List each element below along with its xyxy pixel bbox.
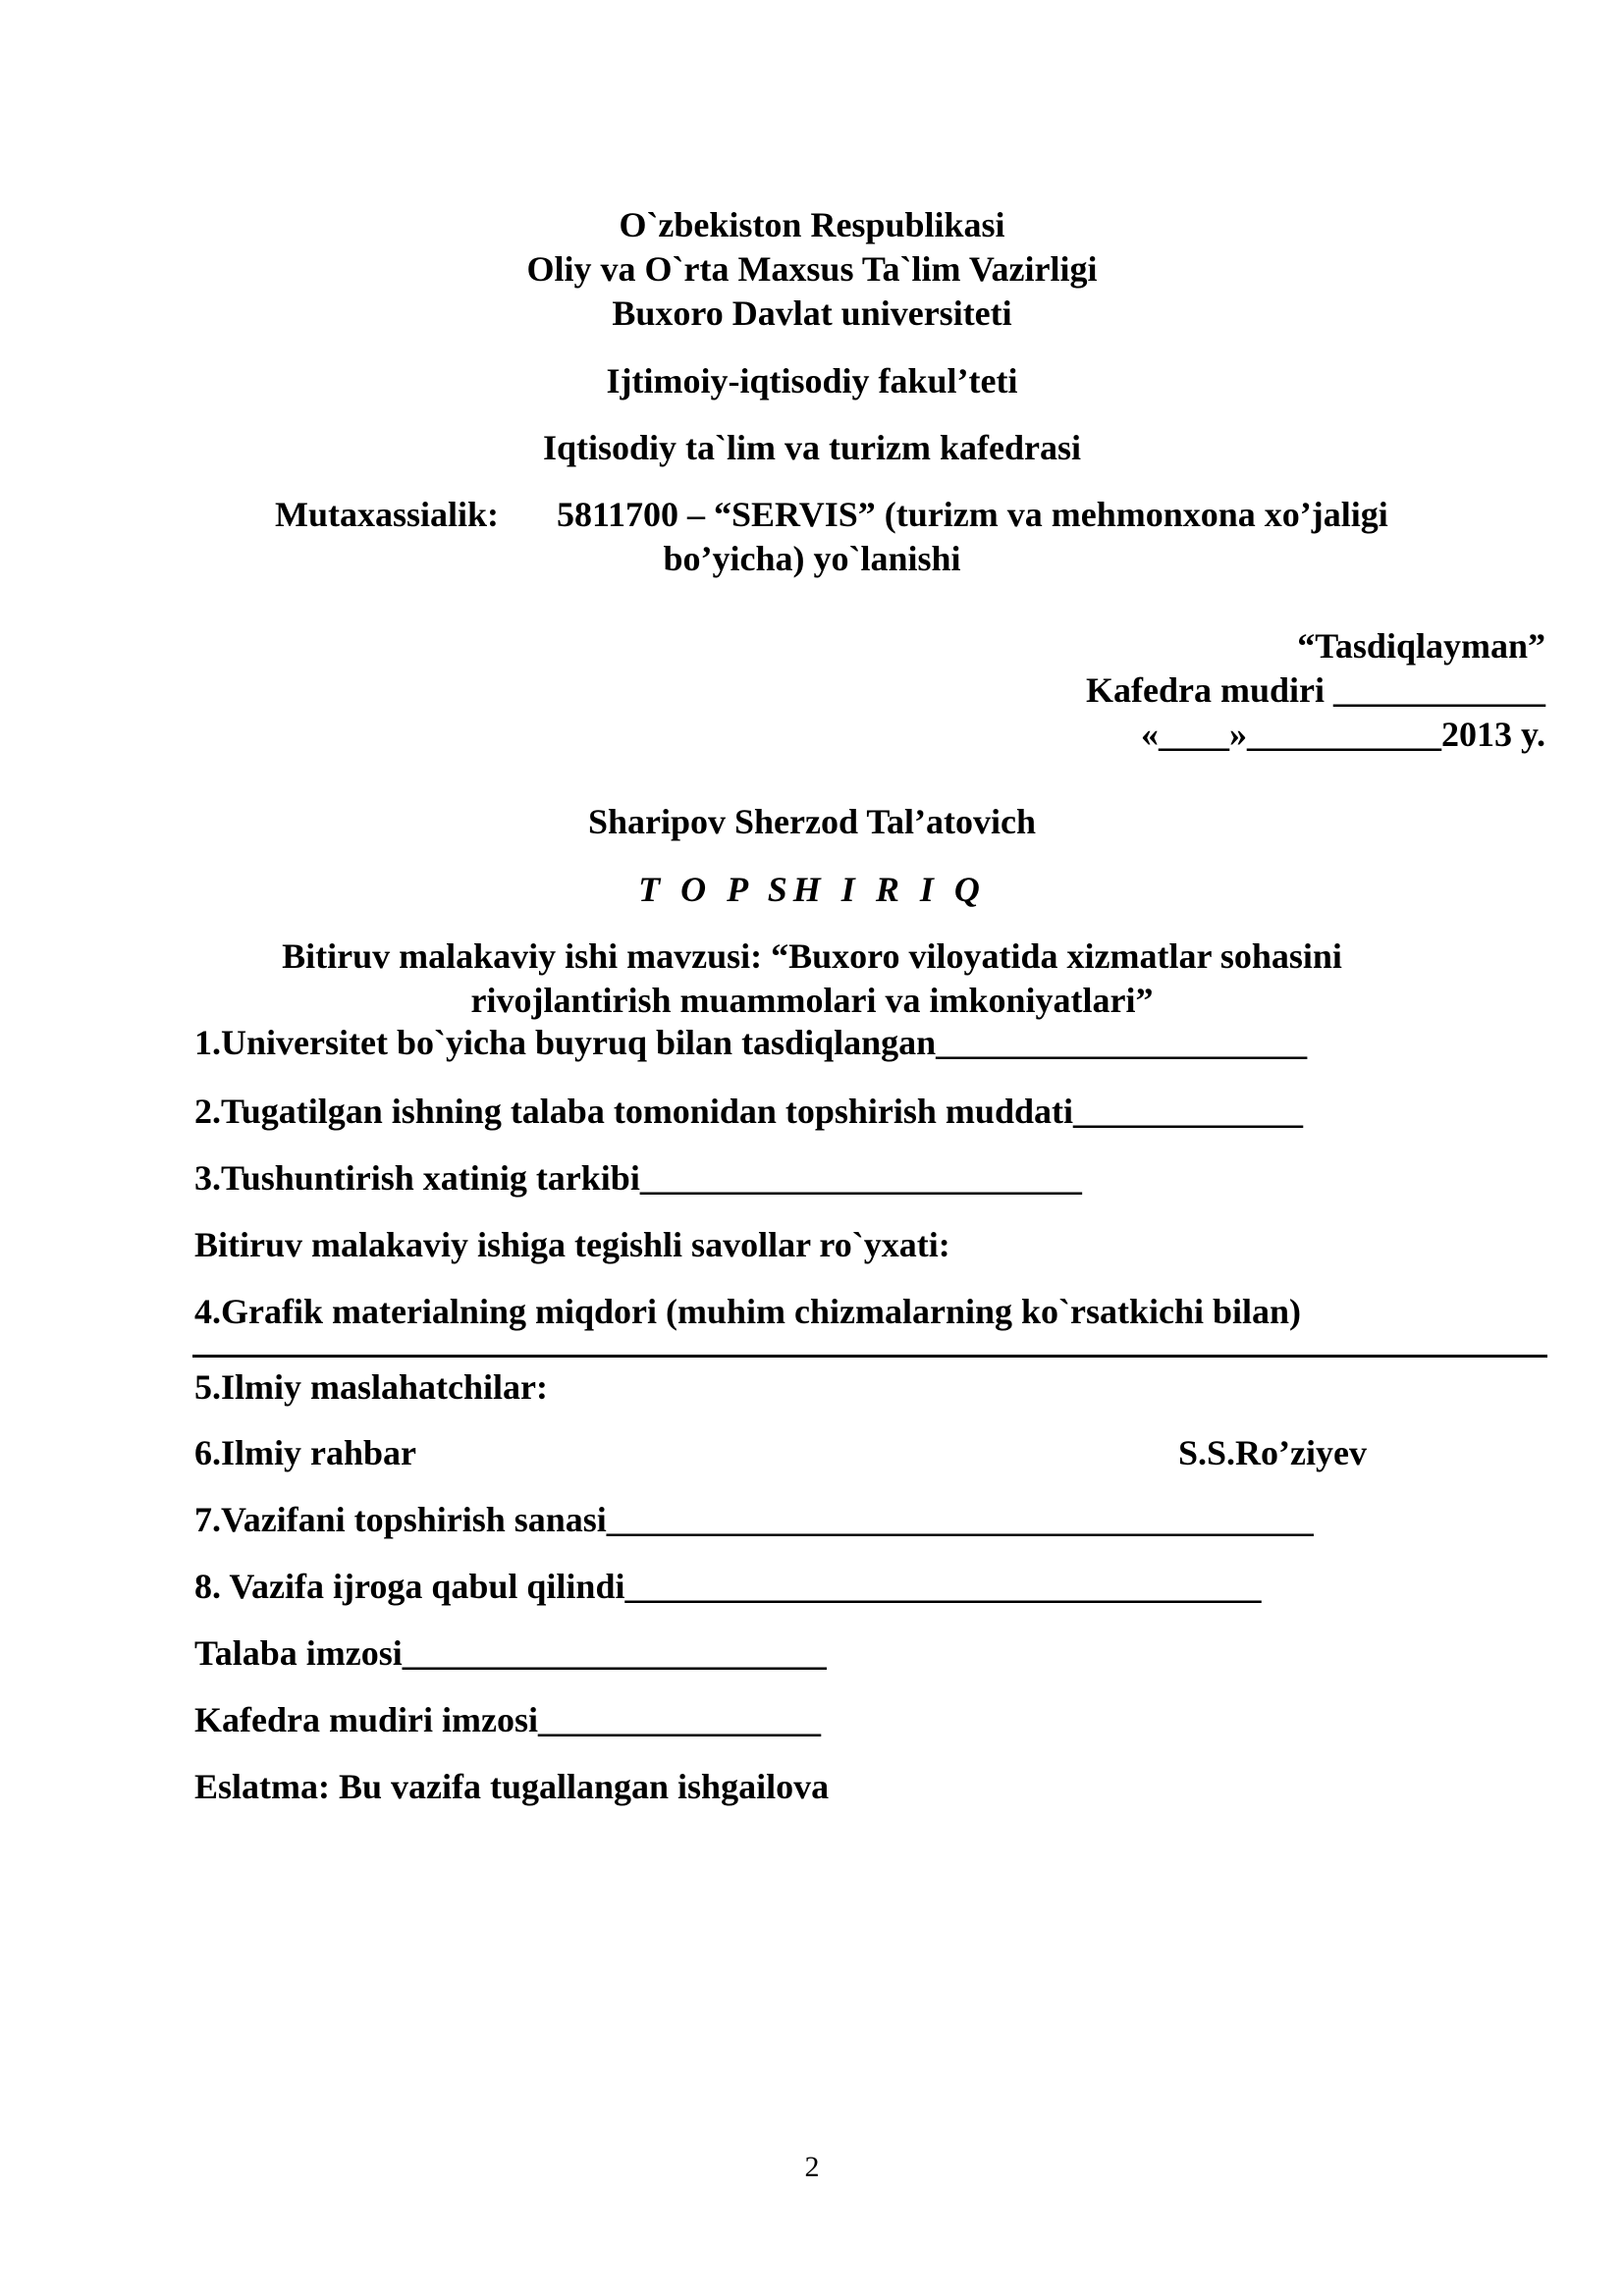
university-name: Buxoro Davlat universiteti: [612, 294, 1012, 333]
ministry-name: Oliy va O`rta Maxsus Ta`lim Vazirligi: [526, 249, 1098, 289]
item-7: 7.Vazifani topshirish sanasi________________________________________: [194, 1500, 1314, 1539]
item-3: 3.Tushuntirish xatinig tarkibi_________________________: [194, 1158, 1082, 1198]
topic-line2: rivojlantirish muammolari va imkoniyatlari”: [470, 981, 1154, 1020]
faculty-name: Ijtimoiy-iqtisodiy fakul’teti: [606, 361, 1018, 400]
page-number: 2: [804, 2151, 820, 2183]
supervisor-name: S.S.Ro’ziyev: [1178, 1433, 1367, 1472]
head-signature-line: Kafedra mudiri imzosi________________: [194, 1700, 821, 1739]
approval-head-line: Kafedra mudiri ____________: [1086, 670, 1545, 710]
item-6-label: 6.Ilmiy rahbar: [194, 1433, 417, 1472]
student-name: Sharipov Sherzod Tal’atovich: [587, 802, 1037, 841]
answer-rule: [192, 1355, 1547, 1358]
specialty-value-line2: bo’yicha) yo`lanishi: [663, 539, 961, 578]
document-title: T O P SH I R I Q: [638, 870, 986, 909]
note-text: Eslatma: Bu vazifa tugallangan ishgailova: [194, 1767, 830, 1806]
ministry-country: O`zbekiston Respublikasi: [619, 205, 1005, 244]
item-4: 4.Grafik materialning miqdori (muhim chizmalarning ko`rsatkichi bilan): [194, 1292, 1302, 1331]
item-2: 2.Tugatilgan ishning talaba tomonidan topshirish muddati_____________: [194, 1092, 1303, 1131]
topic-line1: Bitiruv malakaviy ishi mavzusi: “Buxoro viloyatida xizmatlar sohasini: [282, 936, 1342, 976]
approval-title: “Tasdiqlayman”: [1297, 626, 1545, 666]
student-signature-line: Talaba imzosi________________________: [194, 1633, 827, 1673]
department-name: Iqtisodiy ta`lim va turizm kafedrasi: [543, 428, 1081, 467]
item-8: 8. Vazifa ijroga qabul qilindi____________________________________: [194, 1567, 1262, 1606]
item-5: 5.Ilmiy maslahatchilar:: [194, 1367, 548, 1407]
questions-list-heading: Bitiruv malakaviy ishiga tegishli savollar ro`yxati:: [194, 1225, 950, 1264]
item-1: 1.Universitet bo`yicha buyruq bilan tasdiqlangan_____________________: [194, 1023, 1308, 1062]
specialty-value-line1: 5811700 – “SERVIS” (turizm va mehmonxona xo’jaligi: [557, 495, 1388, 534]
specialty-label: Mutaxassialik:: [275, 495, 500, 534]
approval-date-line: «____»___________2013 y.: [1140, 715, 1545, 754]
